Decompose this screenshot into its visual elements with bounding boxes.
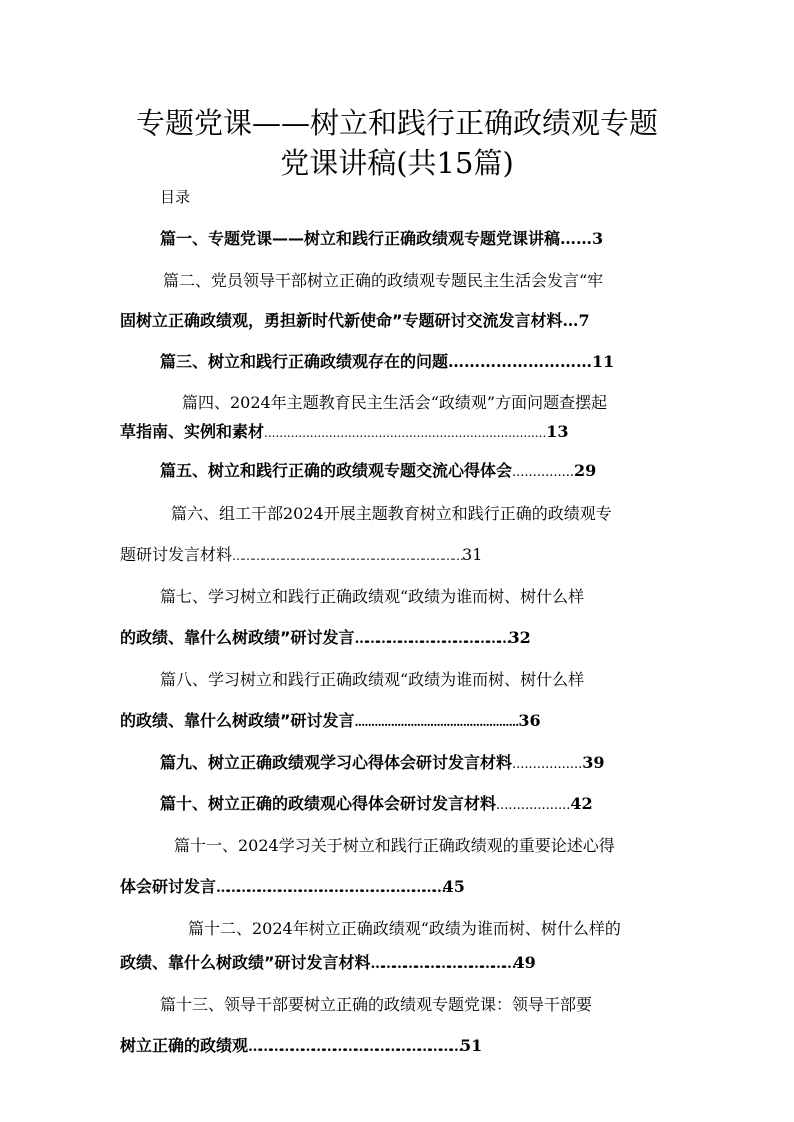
toc-entry-6-line-2[interactable]: [120, 545, 482, 566]
toc-leader-dots: ………………………: [448, 352, 593, 371]
toc-entry-title: 体会研讨发言: [120, 877, 217, 896]
document-title-line-1: 专题党课——树立和践行正确政绩观专题: [135, 106, 658, 140]
toc-leader-dots: ……: [560, 229, 593, 248]
toc-entry-title: 篇一、专题党课——树立和践行正确政绩观专题党课讲稿: [160, 229, 561, 248]
toc-entry-10[interactable]: [160, 794, 593, 816]
toc-entry-4-line-1[interactable]: 篇四、2024年主题教育民主生活会“政绩观”方面问题查摆起: [182, 393, 608, 412]
toc-entry-title: 篇五、树立和践行正确的政绩观专题交流心得体会: [160, 461, 513, 480]
toc-entry-title: 篇九、树立正确政绩观学习心得体会研讨发言材料: [160, 753, 513, 772]
toc-page-number: 39: [582, 753, 605, 772]
document-title-line-2: 党课讲稿(共15篇): [280, 146, 514, 180]
toc-leader-dots: …: [562, 311, 579, 330]
toc-leader-dots: ……………………………………………………: [248, 1039, 461, 1055]
toc-leader-dots: .................: [512, 757, 583, 772]
toc-entry-1[interactable]: [160, 229, 603, 249]
toc-entry-9[interactable]: [160, 753, 605, 775]
toc-leader-dots: ……………………………………: [354, 631, 509, 647]
toc-entry-12-line-1[interactable]: 篇十二、2024年树立正确政绩观“政绩为谁而树、树什么样的: [188, 919, 621, 938]
toc-entry-8-line-1[interactable]: 篇八、学习树立和践行正确政绩观“政绩为谁而树、树什么样: [160, 670, 585, 689]
toc-entry-12-line-2[interactable]: [120, 953, 536, 974]
toc-page-number: 36: [518, 711, 541, 730]
toc-entry-title: 树立正确的政绩观: [120, 1036, 249, 1055]
toc-label: 目录: [160, 188, 191, 206]
toc-entry-7-line-1[interactable]: 篇七、学习树立和践行正确政绩观“政绩为谁而树、树什么样: [160, 587, 585, 606]
toc-page-number: 42: [570, 794, 593, 813]
toc-page-number: 32: [508, 628, 531, 647]
toc-entry-title: 政绩、靠什么树政绩”研讨发言材料: [120, 953, 371, 972]
toc-entry-title: 题研讨发言材料: [120, 545, 233, 564]
toc-page-number: 49: [513, 953, 536, 972]
toc-leader-dots: …………………………………………………………: [216, 880, 443, 896]
toc-entry-11-line-1[interactable]: 篇十一、2024学习关于树立和践行正确政绩观的重要论述心得: [174, 836, 615, 855]
toc-page-number: 45: [442, 877, 465, 896]
toc-leader-dots: ..........................................................................: [264, 426, 547, 440]
toc-page-number: 29: [574, 461, 597, 480]
toc-page-number: 3: [592, 229, 604, 248]
toc-entry-11-line-2[interactable]: [120, 877, 465, 898]
toc-entry-title: 草指南、实例和素材: [120, 422, 265, 441]
toc-page-number: 13: [546, 422, 569, 441]
toc-entry-4-line-2[interactable]: [120, 422, 569, 443]
toc-page-number: 31: [462, 545, 483, 564]
toc-page-number: 51: [460, 1036, 483, 1055]
toc-entry-3[interactable]: [160, 352, 614, 372]
toc-entry-title: 篇三、树立和践行正确政绩观存在的问题: [160, 352, 449, 371]
toc-entry-2-line-1[interactable]: 篇二、党员领导干部树立正确的政绩观专题民主生活会发言“牢: [163, 271, 604, 290]
toc-leader-dots: ..................: [496, 798, 571, 813]
toc-entry-2-line-2[interactable]: [120, 311, 590, 331]
toc-page-number: 11: [592, 352, 615, 371]
toc-entry-7-line-2[interactable]: [120, 628, 531, 649]
toc-page-number: 7: [578, 311, 590, 330]
toc-leader-dots: ..................................................: [354, 715, 519, 729]
toc-entry-13-line-1[interactable]: 篇十三、领导干部要树立正确的政绩观专题党课：领导干部要: [160, 995, 593, 1014]
toc-entry-title: 的政绩、靠什么树政绩”研讨发言: [120, 628, 355, 647]
toc-entry-13-line-2[interactable]: [120, 1036, 482, 1057]
toc-entry-title: 固树立正确政绩观，勇担新时代新使命”专题研讨交流发言材料: [120, 311, 563, 330]
toc-entry-title: 篇十、树立正确的政绩观心得体会研讨发言材料: [160, 794, 497, 813]
toc-leader-dots: …………………………………: [370, 956, 514, 972]
toc-leader-dots: ...............: [512, 465, 575, 480]
toc-entry-title: 的政绩、靠什么树政绩”研讨发言: [120, 711, 355, 730]
toc-entry-8-line-2[interactable]: [120, 711, 541, 732]
toc-entry-5[interactable]: [160, 461, 596, 483]
toc-leader-dots: ……………………………………………………………: [232, 549, 463, 563]
toc-entry-6-line-1[interactable]: 篇六、组工干部2024开展主题教育树立和践行正确的政绩观专: [171, 504, 612, 523]
